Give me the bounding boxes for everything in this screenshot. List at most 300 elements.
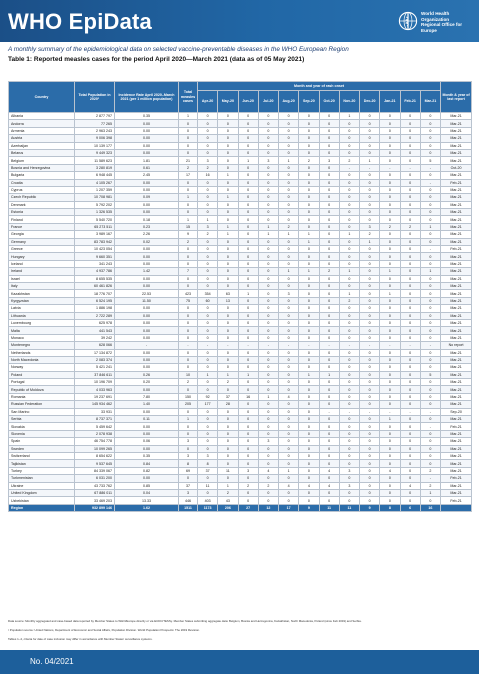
month-cases-cell: 0 xyxy=(218,216,238,223)
month-cases-cell: 1 xyxy=(258,393,278,400)
incidence-cell: 2.45 xyxy=(115,172,179,179)
month-cases-cell: 0 xyxy=(238,327,258,334)
month-cases-cell: 0 xyxy=(218,238,238,245)
month-cases-cell: 0 xyxy=(319,201,339,208)
month-cases-cell: 0 xyxy=(258,475,278,482)
incidence-cell: 0.00 xyxy=(115,386,179,393)
month-cases-cell: - xyxy=(420,246,440,253)
month-cases-cell: 0 xyxy=(420,275,440,282)
month-cases-cell: 0 xyxy=(218,438,238,445)
table-row xyxy=(9,416,472,423)
month-cases-cell: 0 xyxy=(279,194,299,201)
month-cases-cell: 0 xyxy=(218,135,238,142)
month-cases-cell: 0 xyxy=(319,238,339,245)
month-cases-cell: 0 xyxy=(258,275,278,282)
month-cases-cell: 0 xyxy=(339,305,359,312)
month-cases-cell: 0 xyxy=(400,142,420,149)
table-row xyxy=(9,408,472,415)
month-cases-cell: 0 xyxy=(360,120,380,127)
month-cases-cell: 0 xyxy=(339,142,359,149)
month-cases-cell: 0 xyxy=(279,135,299,142)
last-report-cell: Mar-21 xyxy=(441,209,472,216)
month-cases-cell: 3 xyxy=(198,223,218,230)
month-cases-cell: 0 xyxy=(299,194,319,201)
month-cases-cell: 0 xyxy=(258,334,278,341)
total-cases-cell: 0 xyxy=(179,149,198,156)
country-cell: Malta xyxy=(9,327,75,334)
month-cases-cell: 0 xyxy=(319,445,339,452)
month-cases-cell: 0 xyxy=(380,216,400,223)
month-cases-cell: 0 xyxy=(299,135,319,142)
month-cases-cell: 0 xyxy=(238,113,258,120)
month-cases-cell: 0 xyxy=(380,379,400,386)
total-cases-cell: 7 xyxy=(179,268,198,275)
month-cases-cell: 0 xyxy=(360,179,380,186)
month-cases-cell: 9 xyxy=(360,504,380,511)
last-report-cell: Mar-21 xyxy=(441,186,472,193)
month-cases-cell: 0 xyxy=(198,113,218,120)
population-cell: 2 722 289 xyxy=(75,312,115,319)
month-cases-cell: 0 xyxy=(400,127,420,134)
population-cell: 2 078 938 xyxy=(75,430,115,437)
last-report-cell: Mar-21 xyxy=(441,379,472,386)
month-cases-cell: 0 xyxy=(258,312,278,319)
month-cases-cell: 27 xyxy=(238,504,258,511)
table-row xyxy=(9,282,472,289)
population-cell: 65 273 511 xyxy=(75,223,115,230)
month-cases-cell: 0 xyxy=(258,164,278,171)
last-report-cell: Feb-21 xyxy=(441,246,472,253)
month-cases-cell: 0 xyxy=(299,246,319,253)
month-cases-cell: 0 xyxy=(279,305,299,312)
month-cases-cell: 0 xyxy=(319,364,339,371)
month-cases-cell: 0 xyxy=(420,386,440,393)
column-header-country: Country xyxy=(9,82,75,113)
population-cell: 441 543 xyxy=(75,327,115,334)
month-cases-cell: 0 xyxy=(218,364,238,371)
month-cases-cell: 0 xyxy=(420,305,440,312)
table-row xyxy=(9,297,472,304)
month-cases-cell: 0 xyxy=(380,312,400,319)
incidence-cell: 0.00 xyxy=(115,445,179,452)
month-cases-cell: 0 xyxy=(198,312,218,319)
table-row xyxy=(9,164,472,171)
month-cases-cell: 0 xyxy=(299,120,319,127)
month-cases-cell: 0 xyxy=(360,172,380,179)
table-row xyxy=(9,467,472,474)
month-cases-cell: 0 xyxy=(218,209,238,216)
incidence-cell: 0.20 xyxy=(115,379,179,386)
population-cell: 17 134 872 xyxy=(75,349,115,356)
country-cell: Iceland xyxy=(9,260,75,267)
month-cases-cell: - xyxy=(339,408,359,415)
month-cases-cell: 0 xyxy=(380,157,400,164)
month-cases-cell: 0 xyxy=(279,209,299,216)
month-cases-cell: 11 xyxy=(319,504,339,511)
population-cell: 67 886 011 xyxy=(75,489,115,496)
month-cases-cell: 4 xyxy=(319,482,339,489)
incidence-cell: 0.00 xyxy=(115,319,179,326)
incidence-cell: 0.23 xyxy=(115,223,179,230)
month-cases-cell: 1 xyxy=(380,416,400,423)
month-cases-cell: 0 xyxy=(339,127,359,134)
month-cases-cell: - xyxy=(380,342,400,349)
country-cell: France xyxy=(9,223,75,230)
month-cases-cell: 4 xyxy=(279,482,299,489)
table-row xyxy=(9,334,472,341)
month-cases-cell: 0 xyxy=(238,260,258,267)
month-cases-cell: 1 xyxy=(218,223,238,230)
footnote-criteria: Tables 1–4, criteria for date of case inclusion may differ in accordance with Member States' surveillance systems. xyxy=(8,637,153,641)
month-cases-cell: 37 xyxy=(218,393,238,400)
month-cases-cell: 0 xyxy=(420,172,440,179)
last-report-cell: Mar-21 xyxy=(441,142,472,149)
column-header-population: Total Population in 2020¹ xyxy=(75,82,115,113)
month-cases-cell: 0 xyxy=(360,438,380,445)
population-cell: 145 934 462 xyxy=(75,401,115,408)
month-cases-cell: 0 xyxy=(238,246,258,253)
month-cases-cell: 0 xyxy=(360,430,380,437)
month-cases-cell: 0 xyxy=(420,194,440,201)
population-cell: 10 139 177 xyxy=(75,142,115,149)
table-row xyxy=(9,319,472,326)
month-cases-cell: 0 xyxy=(400,356,420,363)
month-cases-cell: 0 xyxy=(380,475,400,482)
month-cases-cell: - xyxy=(319,408,339,415)
month-cases-cell: 0 xyxy=(339,120,359,127)
month-cases-cell: 0 xyxy=(218,246,238,253)
total-cases-cell: 0 xyxy=(179,305,198,312)
month-cases-cell: 0 xyxy=(400,305,420,312)
month-cases-cell: 0 xyxy=(339,201,359,208)
population-cell: 6 948 445 xyxy=(75,172,115,179)
month-cases-cell: 0 xyxy=(400,201,420,208)
month-cases-cell: 0 xyxy=(279,275,299,282)
month-cases-cell: 0 xyxy=(400,371,420,378)
month-cases-cell: 0 xyxy=(258,497,278,504)
month-cases-cell: 0 xyxy=(218,334,238,341)
total-cases-cell: 17 xyxy=(179,172,198,179)
column-group-months: Month and year of rash onset xyxy=(198,82,441,91)
month-cases-cell: 0 xyxy=(238,127,258,134)
month-cases-cell: 0 xyxy=(400,120,420,127)
month-cases-cell: 0 xyxy=(420,282,440,289)
month-cases-cell: 0 xyxy=(258,349,278,356)
month-cases-cell: 2 xyxy=(198,164,218,171)
month-cases-cell: 0 xyxy=(299,149,319,156)
month-cases-cell: 0 xyxy=(279,120,299,127)
month-cases-cell: 0 xyxy=(400,445,420,452)
total-cases-cell: 69 xyxy=(179,467,198,474)
month-cases-cell: 0 xyxy=(238,135,258,142)
last-report-cell: Mar-21 xyxy=(441,334,472,341)
month-cases-cell: 0 xyxy=(380,260,400,267)
month-cases-cell: 0 xyxy=(380,430,400,437)
month-cases-cell: 0 xyxy=(238,179,258,186)
month-cases-cell: 0 xyxy=(198,142,218,149)
table-row xyxy=(9,438,472,445)
month-cases-cell: 0 xyxy=(380,201,400,208)
month-cases-cell: 0 xyxy=(198,246,218,253)
month-cases-cell: 0 xyxy=(238,401,258,408)
table-row xyxy=(9,445,472,452)
country-cell: Latvia xyxy=(9,305,75,312)
month-cases-cell: 0 xyxy=(299,297,319,304)
month-cases-cell: 0 xyxy=(238,445,258,452)
month-cases-cell: 0 xyxy=(380,142,400,149)
month-cases-cell: - xyxy=(420,423,440,430)
month-cases-cell: 0 xyxy=(258,489,278,496)
month-cases-cell: 0 xyxy=(279,164,299,171)
population-cell: 3 989 167 xyxy=(75,231,115,238)
month-cases-cell: 0 xyxy=(279,497,299,504)
table-row xyxy=(9,246,472,253)
month-cases-cell: 0 xyxy=(360,246,380,253)
last-report-cell: Mar-21 xyxy=(441,282,472,289)
month-cases-cell: 8 xyxy=(380,504,400,511)
month-cases-cell: 0 xyxy=(258,142,278,149)
population-cell: 8 737 371 xyxy=(75,416,115,423)
country-cell: Lithuania xyxy=(9,312,75,319)
population-cell: 1 207 359 xyxy=(75,186,115,193)
population-cell: 5 459 642 xyxy=(75,423,115,430)
month-cases-cell: 0 xyxy=(380,319,400,326)
month-cases-cell: 1 xyxy=(319,371,339,378)
month-cases-cell: 1 xyxy=(198,216,218,223)
last-report-cell: Mar-21 xyxy=(441,445,472,452)
month-cases-cell: 11 xyxy=(198,482,218,489)
total-cases-cell: 0 xyxy=(179,408,198,415)
population-cell: 6 031 200 xyxy=(75,475,115,482)
month-cases-cell: 0 xyxy=(238,194,258,201)
month-cases-cell: 0 xyxy=(258,282,278,289)
month-cases-cell: 3 xyxy=(339,482,359,489)
country-cell: Portugal xyxy=(9,379,75,386)
population-cell: 2 963 243 xyxy=(75,127,115,134)
table-row xyxy=(9,327,472,334)
month-cases-cell: 1 xyxy=(420,223,440,230)
month-cases-cell: 0 xyxy=(279,216,299,223)
total-cases-cell: 10 xyxy=(179,371,198,378)
month-cases-cell: 0 xyxy=(299,312,319,319)
incidence-cell: 0.00 xyxy=(115,475,179,482)
month-cases-cell: 2 xyxy=(319,268,339,275)
month-cases-cell: 0 xyxy=(258,246,278,253)
month-cases-cell: 0 xyxy=(339,172,359,179)
month-cases-cell: 0 xyxy=(279,349,299,356)
incidence-cell: 0.00 xyxy=(115,305,179,312)
month-cases-cell: 1 xyxy=(218,194,238,201)
month-cases-cell: 0 xyxy=(400,149,420,156)
country-cell: Austria xyxy=(9,135,75,142)
incidence-cell: 0.00 xyxy=(115,327,179,334)
month-cases-cell: 37 xyxy=(198,467,218,474)
month-cases-cell: 1 xyxy=(380,290,400,297)
month-cases-cell: 0 xyxy=(279,319,299,326)
table-row xyxy=(9,223,472,230)
incidence-cell: 0.02 xyxy=(115,238,179,245)
month-cases-cell: 0 xyxy=(380,186,400,193)
month-cases-cell: 0 xyxy=(258,149,278,156)
month-cases-cell: 0 xyxy=(420,334,440,341)
month-cases-cell: 0 xyxy=(279,334,299,341)
month-cases-cell: 0 xyxy=(400,260,420,267)
month-cases-cell: 0 xyxy=(420,379,440,386)
month-cases-cell: 0 xyxy=(339,438,359,445)
month-cases-cell: 4 xyxy=(319,467,339,474)
month-cases-cell: 0 xyxy=(299,452,319,459)
population-cell: 5 792 202 xyxy=(75,201,115,208)
month-cases-cell: 0 xyxy=(380,305,400,312)
month-cases-cell: 1 xyxy=(279,467,299,474)
month-cases-cell: 1 xyxy=(360,238,380,245)
month-cases-cell: 0 xyxy=(299,201,319,208)
month-cases-cell: 0 xyxy=(319,393,339,400)
last-report-cell: Mar-21 xyxy=(441,275,472,282)
last-report-cell: Mar-21 xyxy=(441,260,472,267)
month-cases-cell: 177 xyxy=(198,401,218,408)
month-cases-cell: 0 xyxy=(218,142,238,149)
total-cases-cell: 0 xyxy=(179,364,198,371)
month-cases-cell: 0 xyxy=(258,260,278,267)
population-cell: 83 783 942 xyxy=(75,238,115,245)
month-cases-cell: 0 xyxy=(339,327,359,334)
month-cases-cell: 0 xyxy=(360,282,380,289)
table-row xyxy=(9,482,472,489)
population-cell: 2 877 797 xyxy=(75,113,115,120)
month-cases-cell: 0 xyxy=(218,416,238,423)
month-cases-cell: 0 xyxy=(360,194,380,201)
month-cases-cell: 0 xyxy=(400,475,420,482)
last-report-cell: Mar-21 xyxy=(441,135,472,142)
month-cases-cell: 0 xyxy=(380,120,400,127)
table-row xyxy=(9,179,472,186)
population-cell: 10 099 265 xyxy=(75,445,115,452)
month-cases-cell: 0 xyxy=(279,253,299,260)
month-cases-cell: 0 xyxy=(380,253,400,260)
page-subtitle: A monthly summary of the epidemiological data on selected vaccine-preventable diseases in the WHO European Region xyxy=(8,46,349,53)
header-banner xyxy=(0,0,479,42)
population-cell: 9 660 351 xyxy=(75,253,115,260)
month-cases-cell: 0 xyxy=(279,282,299,289)
last-report-cell: Mar-21 xyxy=(441,201,472,208)
incidence-cell: 0.04 xyxy=(115,489,179,496)
month-cases-cell: 0 xyxy=(198,268,218,275)
month-cases-cell: 1 xyxy=(218,172,238,179)
total-cases-cell: 1 xyxy=(179,216,198,223)
month-cases-cell: 0 xyxy=(319,127,339,134)
month-cases-cell: 0 xyxy=(319,349,339,356)
month-cases-cell: 0 xyxy=(380,209,400,216)
month-cases-cell: 0 xyxy=(279,452,299,459)
month-cases-cell: 0 xyxy=(420,460,440,467)
month-cases-cell: 0 xyxy=(319,438,339,445)
incidence-cell: 1.42 xyxy=(115,268,179,275)
month-cases-cell: 0 xyxy=(339,460,359,467)
column-header-month: Mar-21 xyxy=(420,91,440,113)
country-cell: Slovakia xyxy=(9,423,75,430)
table-row xyxy=(9,186,472,193)
month-cases-cell: 0 xyxy=(258,253,278,260)
table-row xyxy=(9,290,472,297)
month-cases-cell: 0 xyxy=(400,113,420,120)
month-cases-cell: 0 xyxy=(258,186,278,193)
total-cases-cell: 37 xyxy=(179,482,198,489)
month-cases-cell: 0 xyxy=(319,275,339,282)
country-cell: Bulgaria xyxy=(9,172,75,179)
month-cases-cell: 0 xyxy=(360,127,380,134)
column-header-month: Apr-20 xyxy=(198,91,218,113)
month-cases-cell: 0 xyxy=(218,260,238,267)
month-cases-cell: 1173 xyxy=(198,504,218,511)
month-cases-cell: 0 xyxy=(380,149,400,156)
month-cases-cell: 0 xyxy=(339,216,359,223)
population-cell: 8 655 535 xyxy=(75,275,115,282)
month-cases-cell: 0 xyxy=(360,275,380,282)
month-cases-cell: 1 xyxy=(420,489,440,496)
population-cell: 10 196 709 xyxy=(75,379,115,386)
month-cases-cell: 0 xyxy=(400,231,420,238)
country-cell: Croatia xyxy=(9,179,75,186)
month-cases-cell: 0 xyxy=(258,127,278,134)
table-row xyxy=(9,253,472,260)
country-cell: San Marino xyxy=(9,408,75,415)
incidence-cell: 0.00 xyxy=(115,142,179,149)
population-cell: 11 589 623 xyxy=(75,157,115,164)
country-cell: Poland xyxy=(9,371,75,378)
month-cases-cell: 0 xyxy=(218,157,238,164)
month-cases-cell: 0 xyxy=(258,452,278,459)
month-cases-cell: 0 xyxy=(258,445,278,452)
month-cases-cell: 0 xyxy=(400,186,420,193)
month-cases-cell: 0 xyxy=(299,445,319,452)
month-cases-cell: - xyxy=(360,408,380,415)
month-cases-cell: 0 xyxy=(299,275,319,282)
total-cases-cell: 75 xyxy=(179,297,198,304)
month-cases-cell: 0 xyxy=(400,379,420,386)
month-cases-cell: 0 xyxy=(360,497,380,504)
last-report-cell: Feb-21 xyxy=(441,423,472,430)
month-cases-cell: 0 xyxy=(218,460,238,467)
month-cases-cell: 0 xyxy=(299,401,319,408)
month-cases-cell: - xyxy=(238,342,258,349)
month-cases-cell: 0 xyxy=(380,179,400,186)
month-cases-cell: 0 xyxy=(238,275,258,282)
month-cases-cell: 0 xyxy=(299,260,319,267)
month-cases-cell: 0 xyxy=(279,186,299,193)
month-cases-cell: 0 xyxy=(238,349,258,356)
total-cases-cell: 3 xyxy=(179,489,198,496)
month-cases-cell: 1 xyxy=(339,290,359,297)
population-cell: 46 754 778 xyxy=(75,438,115,445)
last-report-cell: Mar-21 xyxy=(441,438,472,445)
country-cell: Turkmenistan xyxy=(9,475,75,482)
last-report-cell: Mar-21 xyxy=(441,194,472,201)
incidence-cell: 0.00 xyxy=(115,179,179,186)
month-cases-cell: 0 xyxy=(420,238,440,245)
month-cases-cell: 0 xyxy=(258,460,278,467)
month-cases-cell: 0 xyxy=(279,246,299,253)
month-cases-cell: 11 xyxy=(218,467,238,474)
month-cases-cell: 0 xyxy=(218,408,238,415)
month-cases-cell: 2 xyxy=(420,467,440,474)
month-cases-cell: 0 xyxy=(279,371,299,378)
month-cases-cell: 0 xyxy=(218,327,238,334)
month-cases-cell: 0 xyxy=(360,253,380,260)
month-cases-cell: 1 xyxy=(299,268,319,275)
month-cases-cell: 0 xyxy=(360,423,380,430)
month-cases-cell: 0 xyxy=(360,312,380,319)
